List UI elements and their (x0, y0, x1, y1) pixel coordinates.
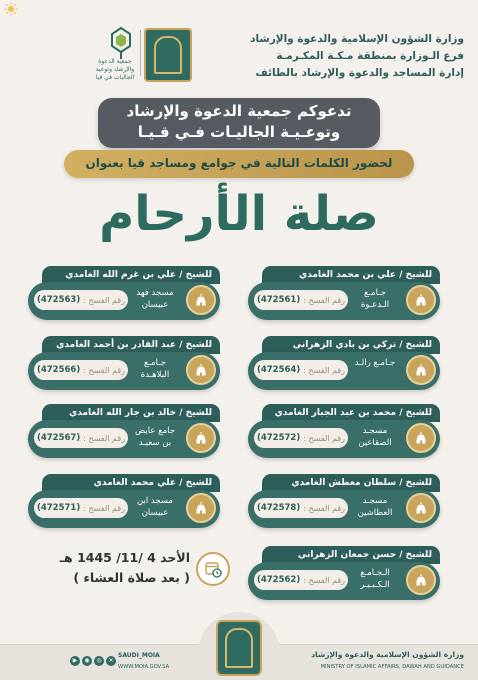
mosque-name: مسجد ابن عبيسان (137, 496, 173, 518)
card-body (28, 420, 220, 458)
card-body (248, 282, 440, 320)
mosque-name: جـامـع البلاهـدة (140, 358, 170, 380)
invitation-subline: لحضور الكلمات التالية في جوامع ومساجد قيا بعنوان (85, 156, 393, 170)
permit-label: رقم الفسح : (303, 295, 346, 305)
card-body (28, 282, 220, 320)
permit-label: رقم الفسح : (83, 433, 126, 443)
footer-ministry-logo (216, 620, 262, 676)
speaker-name: للشيخ / محمد بن عبد الجبار الغامدي (262, 404, 440, 422)
mosque-icon (406, 355, 436, 385)
card-body (248, 562, 440, 600)
lecture-card (248, 336, 440, 390)
lecture-card (28, 474, 220, 528)
card-body (248, 420, 440, 458)
permit-number: (472562) (256, 575, 301, 585)
permit-number: (472578) (256, 503, 301, 513)
mosque-icon (406, 493, 436, 523)
lecture-card (248, 404, 440, 458)
lecture-card (28, 404, 220, 458)
mosque-name: مسجد فهد عبيسان (136, 288, 174, 310)
speaker-name: للشيخ / حسن جمعان الزهراني (262, 546, 440, 564)
mosque-name: مسجـد الصقاعين (358, 426, 392, 448)
permit-label: رقم الفسح : (83, 295, 126, 305)
mosque-name: جامع عايض بن سعيـد (134, 426, 176, 448)
footer-website[interactable]: WWW.MOIA.GOV.SA (118, 664, 170, 670)
speaker-name: للشيخ / علي بن محمد الغامدي (262, 266, 440, 284)
card-body (248, 352, 440, 390)
permit-number-pill (254, 570, 348, 590)
mosque-icon (406, 565, 436, 595)
permit-number-pill (34, 360, 128, 380)
instagram-icon[interactable]: ◎ (94, 656, 104, 666)
permit-number: (472564) (256, 365, 301, 375)
lecture-card (248, 266, 440, 320)
event-time: ( بعد صلاة العشاء ) (73, 570, 190, 585)
footer-ministry-ar: وزارة الشؤون الإسلامية والدعوة والإرشاد (311, 650, 464, 659)
lecture-title: صلة الأرحام (99, 186, 379, 242)
ministry-name: وزارة الشؤون الإسلامية والدعوة والإرشاد (250, 33, 464, 45)
card-body (248, 490, 440, 528)
card-body (28, 352, 220, 390)
permit-label: رقم الفسح : (83, 503, 126, 513)
permit-label: رقم الفسح : (303, 575, 346, 585)
permit-number-pill (254, 428, 348, 448)
permit-number: (472571) (36, 503, 81, 513)
mosque-icon (406, 285, 436, 315)
mosque-name: مسجـد العطاشين (357, 496, 393, 518)
footer-ministry-en: MINISTRY OF ISLAMIC AFFAIRS, DAWAH AND GUIDANCE (320, 664, 464, 670)
mosque-name: الـجـامـع الـكـبـيـر (360, 568, 390, 590)
footer-handle[interactable]: SAUDI_MOIA (118, 652, 160, 659)
ministry-branch: فرع الـوزارة بمنطقة مـكـة المكـرمـة (276, 50, 464, 62)
permit-number-pill (34, 428, 128, 448)
invitation-banner (98, 98, 380, 148)
permit-number: (472566) (36, 365, 81, 375)
invitation-line-1: تدعوكم جمعية الدعوة والإرشاد (126, 102, 352, 120)
permit-number: (472561) (256, 295, 301, 305)
lecture-card (248, 474, 440, 528)
mosque-icon (186, 355, 216, 385)
permit-number-pill (254, 290, 348, 310)
permit-label: رقم الفسح : (303, 433, 346, 443)
ministry-department: إدارة المساجد والدعوة والإرشاد بالطائف (255, 67, 464, 79)
mosque-icon (186, 285, 216, 315)
mosque-icon (186, 493, 216, 523)
permit-label: رقم الفسح : (83, 365, 126, 375)
calendar-clock-icon (196, 552, 230, 586)
snapchat-icon[interactable]: ◉ (82, 656, 92, 666)
card-body (28, 490, 220, 528)
permit-number: (472563) (36, 295, 81, 305)
event-date: الأحد 4 /11/ 1445 هـ (59, 550, 190, 565)
mosque-icon (186, 423, 216, 453)
invitation-line-2: وتوعـيـة الجاليـات فـي قـيـا (137, 123, 341, 141)
invitation-subline-banner (64, 150, 414, 178)
permit-number-pill (254, 360, 348, 380)
lecture-card (248, 546, 440, 600)
mosque-name: جـامـع الـدعـوة (360, 288, 390, 310)
permit-label: رقم الفسح : (303, 503, 346, 513)
association-name: جمعية الدعوة والإرشاد وتوعية الجاليات في قيا (95, 58, 135, 81)
association-logo-icon (106, 26, 136, 60)
permit-number-pill (254, 498, 348, 518)
speaker-name: للشيخ / سلطان معطش الغامدي (262, 474, 440, 492)
mosque-icon (406, 423, 436, 453)
permit-number-pill (34, 498, 128, 518)
permit-label: رقم الفسح : (303, 365, 346, 375)
speaker-name: للشيخ / علي محمد الغامدي (42, 474, 220, 492)
speaker-name: للشيخ / تركي بن بادي الزهراني (262, 336, 440, 354)
twitter-icon[interactable]: ✕ (106, 656, 116, 666)
permit-number: (472572) (256, 433, 301, 443)
speaker-name: للشيخ / علي بن غرم الله الغامدي (42, 266, 220, 284)
ministry-logo (144, 28, 192, 82)
lecture-card (28, 266, 220, 320)
permit-number: (472567) (36, 433, 81, 443)
speaker-name: للشيخ / عبد القادر بن أحمد الغامدي (42, 336, 220, 354)
youtube-icon[interactable]: ▶ (70, 656, 80, 666)
sun-icon (4, 2, 18, 16)
event-datetime (40, 546, 230, 596)
permit-number-pill (34, 290, 128, 310)
speaker-name: للشيخ / خالد بن جار الله الغامدي (42, 404, 220, 422)
mosque-name: جـامـع رالـد (354, 358, 396, 368)
lecture-card (28, 336, 220, 390)
